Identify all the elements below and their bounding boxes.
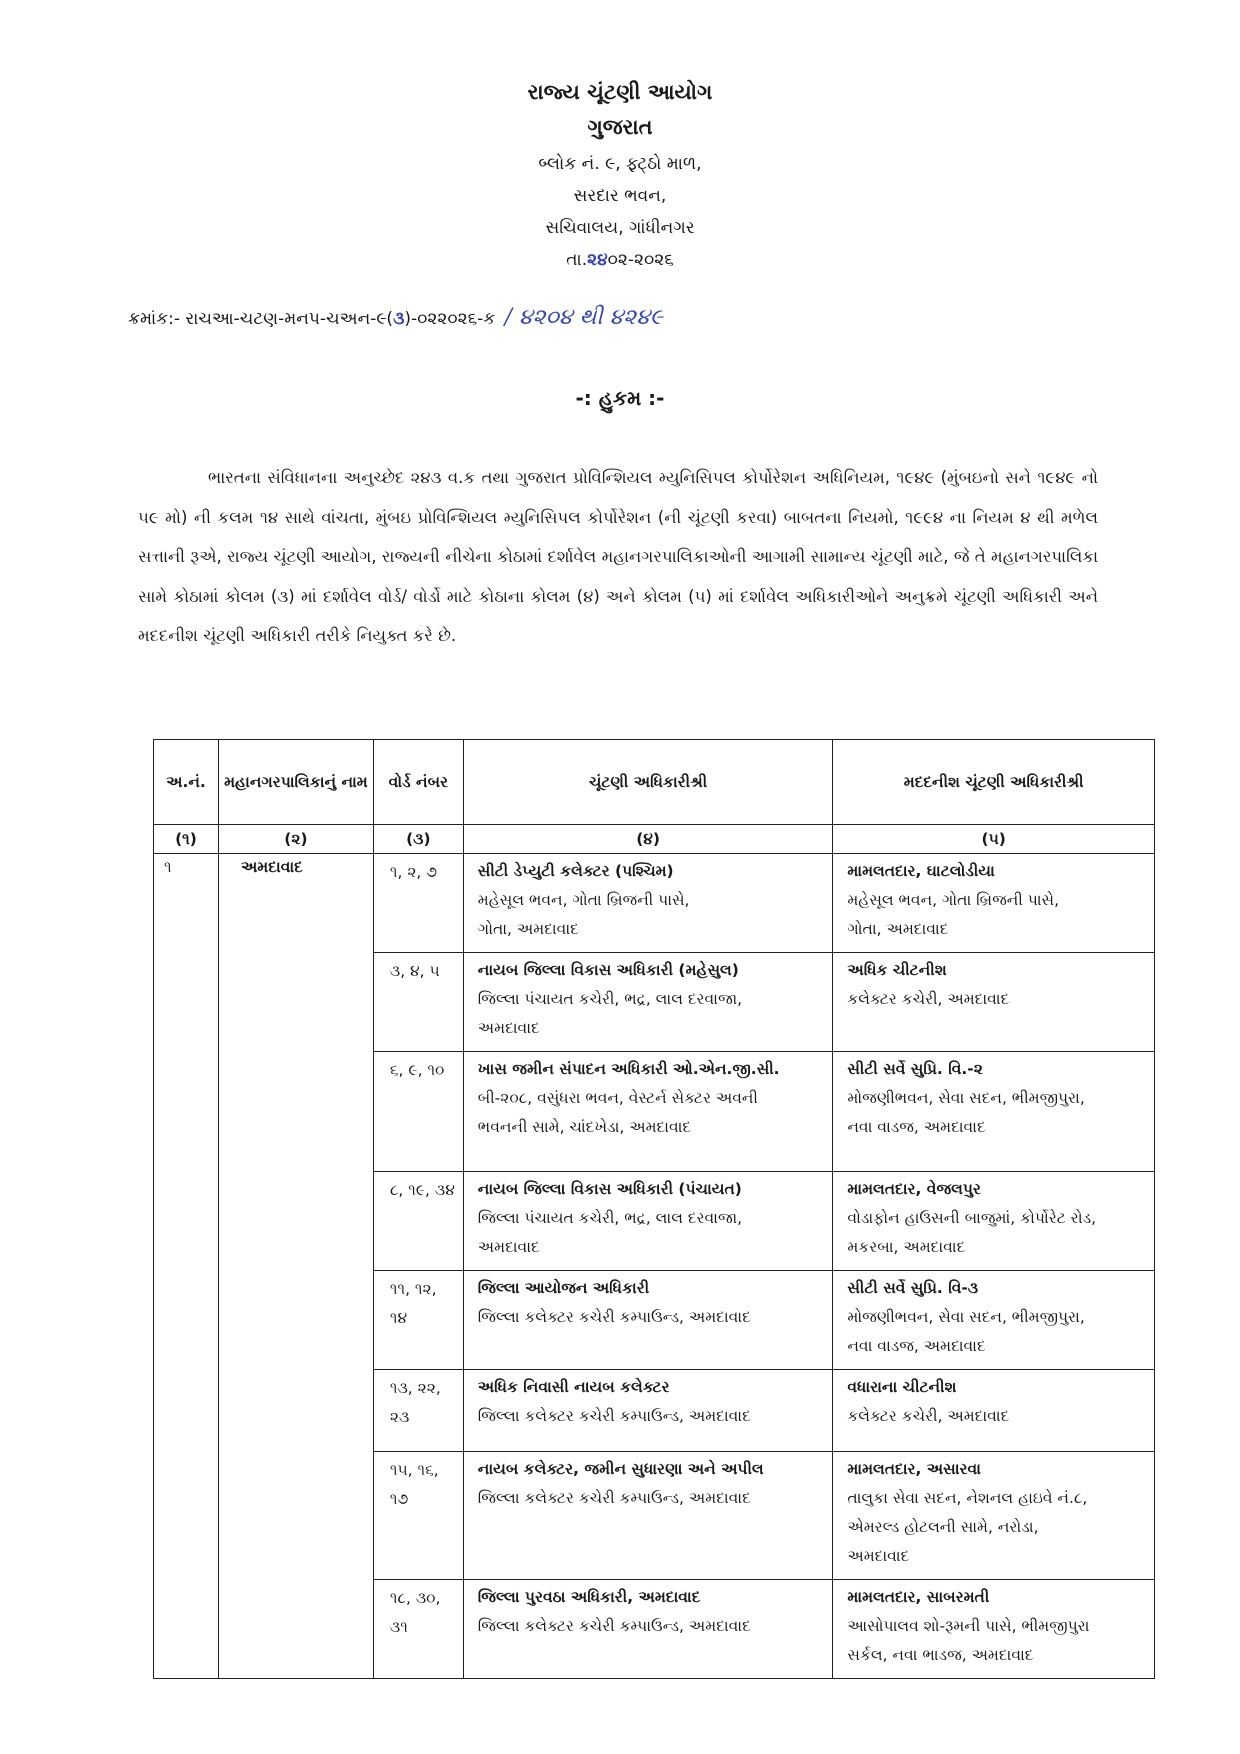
corporation-name: અમદાવાદ [218, 854, 373, 1679]
assistant-officer-address-line: નવા વાડજ, અમદાવાદ [847, 1118, 986, 1136]
ward-numbers: ૬, ૯, ૧૦ [373, 1052, 463, 1172]
ward-numbers: ૧૧, ૧૨, ૧૪ [373, 1271, 463, 1370]
assistant-officer-address-line: તાલુકા સેવા સદન, નેશનલ હાઇવે નં.૮, [847, 1489, 1088, 1507]
ward-numbers: ૧૫, ૧૬, ૧૭ [373, 1452, 463, 1580]
assistant-officer [833, 1452, 1155, 1580]
returning-officer [463, 1271, 833, 1370]
table-row [154, 854, 1155, 953]
header-corporation: મહાનગરપાલિકાનું નામ [218, 740, 373, 825]
assistant-officer-title: મામલતદાર, સાબરમતી [847, 1588, 990, 1606]
assistant-officer-address-line: મહેસૂલ ભવન, ગોતા બ્રિજની પાસે, [847, 891, 1060, 909]
returning-officer-address-line: જિલ્લા કલેક્ટર કચેરી કમ્પાઉન્ડ, અમદાવાદ [477, 1617, 751, 1635]
header-ward: વોર્ડ નંબર [373, 740, 463, 825]
column-number-row: (૧) (૨) (૩) (૪) (૫) [154, 825, 1155, 854]
address-line: સચિવાલય, ગાંધીનગર [545, 218, 695, 238]
ward-numbers: ૧૩, ૨૨, ૨૩ [373, 1370, 463, 1452]
order-body-text: ભારતના સંવિધાનના અનુચ્છેદ ૨૪૩ વ.ક તથા ગુજરાત પ્રોવિન્શિયલ મ્યુનિસિપલ કોર્પોરેશન અધિનિયમ, ૧૯૪૯ (મુંબઇનો સને ૧૯૪૯ નો ૫૯ મો) ની કલમ ૧૪ સાથે વાંચતા, મુંબઇ પ્રોવિન્શિયલ મ્યુનિસિપલ કોર્પોરેશન (ની ચૂંટણી કરવા) બાબતના નિયમો, ૧૯૯૪ ના નિયમ ૪ થી મળેલ સત્તાની રૂએ, રાજ્ય ચૂંટણી આયોગ, રાજ્યની નીચેના કોઠામાં દર્શાવેલ મહાનગરપાલિકાઓની આગામી સામાન્ય ચૂંટણી માટે, જે તે મહાનગરપાલિકા સામે કોઠામાં કોલમ (૩) માં દર્શાવેલ વોર્ડ/ વોર્ડો માટે કોઠાના કોલમ (૪) અને કોલમ (૫) માં દર્શાવેલ અધિકારીઓને અનુક્રમે ચૂંટણી અધિકારી અને મદદનીશ ચૂંટણી અધિકારી તરીકે નિયુક્ત કરે છે. [138, 468, 1098, 645]
returning-officer-address-line: જિલ્લા પંચાયત કચેરી, ભદ્ર, લાલ દરવાજા, [477, 990, 743, 1008]
org-name: રાજ્ય ચૂંટણી આયોગ [527, 80, 713, 104]
ward-numbers: ૧, ૨, ૭ [373, 854, 463, 953]
assistant-officer-title: મામલતદાર, ઘાટલોડીયા [847, 862, 995, 880]
ward-numbers: ૮, ૧૯, ૩૪ [373, 1172, 463, 1271]
returning-officer-address-line: ગોતા, અમદાવાદ [477, 920, 579, 938]
returning-officer [463, 1452, 833, 1580]
returning-officer-address-line: જિલ્લા પંચાયત કચેરી, ભદ્ર, લાલ દરવાજા, [477, 1209, 743, 1227]
returning-officer-title: નાયબ જિલ્લા વિકાસ અધિકારી (મહેસુલ) [477, 961, 739, 979]
returning-officer [463, 1172, 833, 1271]
assistant-officer-address-line: સર્કલ, નવા ભાડજ, અમદાવાદ [847, 1646, 1034, 1664]
returning-officer-title: નાયબ કલેક્ટર, જમીન સુધારણા અને અપીલ [477, 1460, 764, 1478]
assistant-officer-address-line: આસોપાલવ શો-રૂમની પાસે, ભીમજીપુરા [847, 1617, 1090, 1635]
assistant-officer-address-line: વોડાફોન હાઉસની બાજુમાં, કોર્પોરેટ રોડ, [847, 1209, 1096, 1227]
ward-numbers: ૩, ૪, ૫ [373, 953, 463, 1052]
org-address [0, 148, 1240, 276]
returning-officer [463, 1580, 833, 1679]
returning-officer-title: ખાસ જમીન સંપાદન અધિકારી ઓ.એન.જી.સી. [477, 1060, 780, 1078]
returning-officer-address-line: જિલ્લા કલેક્ટર કચેરી કમ્પાઉન્ડ, અમદાવાદ [477, 1489, 751, 1507]
table-header-row [154, 740, 1155, 825]
handwritten-digit: ૩ [393, 309, 405, 329]
assistant-officer-address-line: અમદાવાદ [847, 1547, 910, 1565]
assistant-officer [833, 953, 1155, 1052]
reference-number: ક્રમાંક:- રાચઆ-ચટણ-મનપ-ચઅન-૯(૩)-૦૨૨૦૨૬-ક / ૪૨૦૪ થી ૪૨૪૯ [128, 305, 663, 330]
assistant-officer [833, 1052, 1155, 1172]
returning-officer-title: સીટી ડેપ્યુટી કલેક્ટર (પશ્ચિમ) [477, 862, 674, 880]
returning-officer [463, 854, 833, 953]
header-serial: અ.નં. [154, 740, 219, 825]
assistant-officer-title: સીટી સર્વે સુપ્રિ. વિ.-૨ [847, 1060, 983, 1078]
order-title: -: હુકમ :- [575, 386, 665, 410]
returning-officer-title: જિલ્લા આયોજન અધિકારી [477, 1279, 650, 1297]
org-state: ગુજરાત [587, 115, 653, 139]
returning-officer [463, 953, 833, 1052]
handwritten-date-day: ૨૪ [587, 250, 608, 270]
assistant-officer-address-line: મોજણીભવન, સેવા સદન, ભીમજીપુરા, [847, 1089, 1085, 1107]
returning-officer-address-line: અમદાવાદ [477, 1019, 540, 1037]
address-line: બ્લોક નં. ૯, ફ્ર્ટ્ઠો માળ, [538, 154, 702, 174]
assistant-officer-address-line: મકરબા, અમદાવાદ [847, 1238, 966, 1256]
header-assistant-officer: મદદનીશ ચૂંટણી અધિકારીશ્રી [833, 740, 1155, 825]
assistant-officer [833, 854, 1155, 953]
assistant-officer [833, 1172, 1155, 1271]
assistant-officer-address-line: કલેક્ટર કચેરી, અમદાવાદ [847, 990, 1010, 1008]
assistant-officer-title: વધારાના ચીટનીશ [847, 1378, 957, 1396]
returning-officer-address-line: જિલ્લા કલેક્ટર કચેરી કમ્પાઉન્ડ, અમદાવાદ [477, 1308, 751, 1326]
returning-officer-title: જિલ્લા પુરવઠા અધિકારી, અમદાવાદ [477, 1588, 701, 1606]
officers-table [153, 739, 1155, 1679]
table-body [154, 854, 1155, 1679]
returning-officer [463, 1052, 833, 1172]
issue-date: તા.૨૪૦૨-૨૦૨૬ [566, 250, 674, 270]
assistant-officer-address-line: કલેક્ટર કચેરી, અમદાવાદ [847, 1407, 1010, 1425]
header-returning-officer: ચૂંટણી અધિકારીશ્રી [463, 740, 833, 825]
returning-officer-address-line: બી-૨૦૮, વસુંધરા ભવન, વેસ્ટર્ન સેક્ટર અવની [477, 1089, 758, 1107]
assistant-officer-title: સીટી સર્વે સુપ્રિ. વિ-૩ [847, 1279, 979, 1297]
assistant-officer-title: અધિક ચીટનીશ [847, 961, 947, 979]
returning-officer-title: અધિક નિવાસી નાયબ કલેક્ટર [477, 1378, 670, 1396]
returning-officer [463, 1370, 833, 1452]
returning-officer-address-line: મહેસૂલ ભવન, ગોતા બ્રિજની પાસે, [477, 891, 690, 909]
assistant-officer [833, 1271, 1155, 1370]
returning-officer-address-line: જિલ્લા કલેક્ટર કચેરી કમ્પાઉન્ડ, અમદાવાદ [477, 1407, 751, 1425]
assistant-officer-title: મામલતદાર, વેજલપુર [847, 1180, 981, 1198]
assistant-officer-title: મામલતદાર, અસારવા [847, 1460, 981, 1478]
assistant-officer-address-line: નવા વાડજ, અમદાવાદ [847, 1337, 986, 1355]
assistant-officer-address-line: ગોતા, અમદાવાદ [847, 920, 949, 938]
returning-officer-address-line: ભવનની સામે, ચાંદખેડા, અમદાવાદ [477, 1118, 692, 1136]
ward-numbers: ૧૮, ૩૦, ૩૧ [373, 1580, 463, 1679]
assistant-officer [833, 1580, 1155, 1679]
address-line: સરદાર ભવન, [573, 186, 667, 206]
returning-officer-title: નાયબ જિલ્લા વિકાસ અધિકારી (પંચાયત) [477, 1180, 742, 1198]
serial-number: ૧ [154, 854, 219, 1679]
assistant-officer [833, 1370, 1155, 1452]
handwritten-range: / ૪૨૦૪ થી ૪૨૪૯ [504, 305, 663, 330]
returning-officer-address-line: અમદાવાદ [477, 1238, 540, 1256]
assistant-officer-address-line: એમરલ્ડ હોટલની સામે, નરોડા, [847, 1518, 1039, 1536]
letterhead [0, 80, 1240, 276]
assistant-officer-address-line: મોજણીભવન, સેવા સદન, ભીમજીપુરા, [847, 1308, 1085, 1326]
